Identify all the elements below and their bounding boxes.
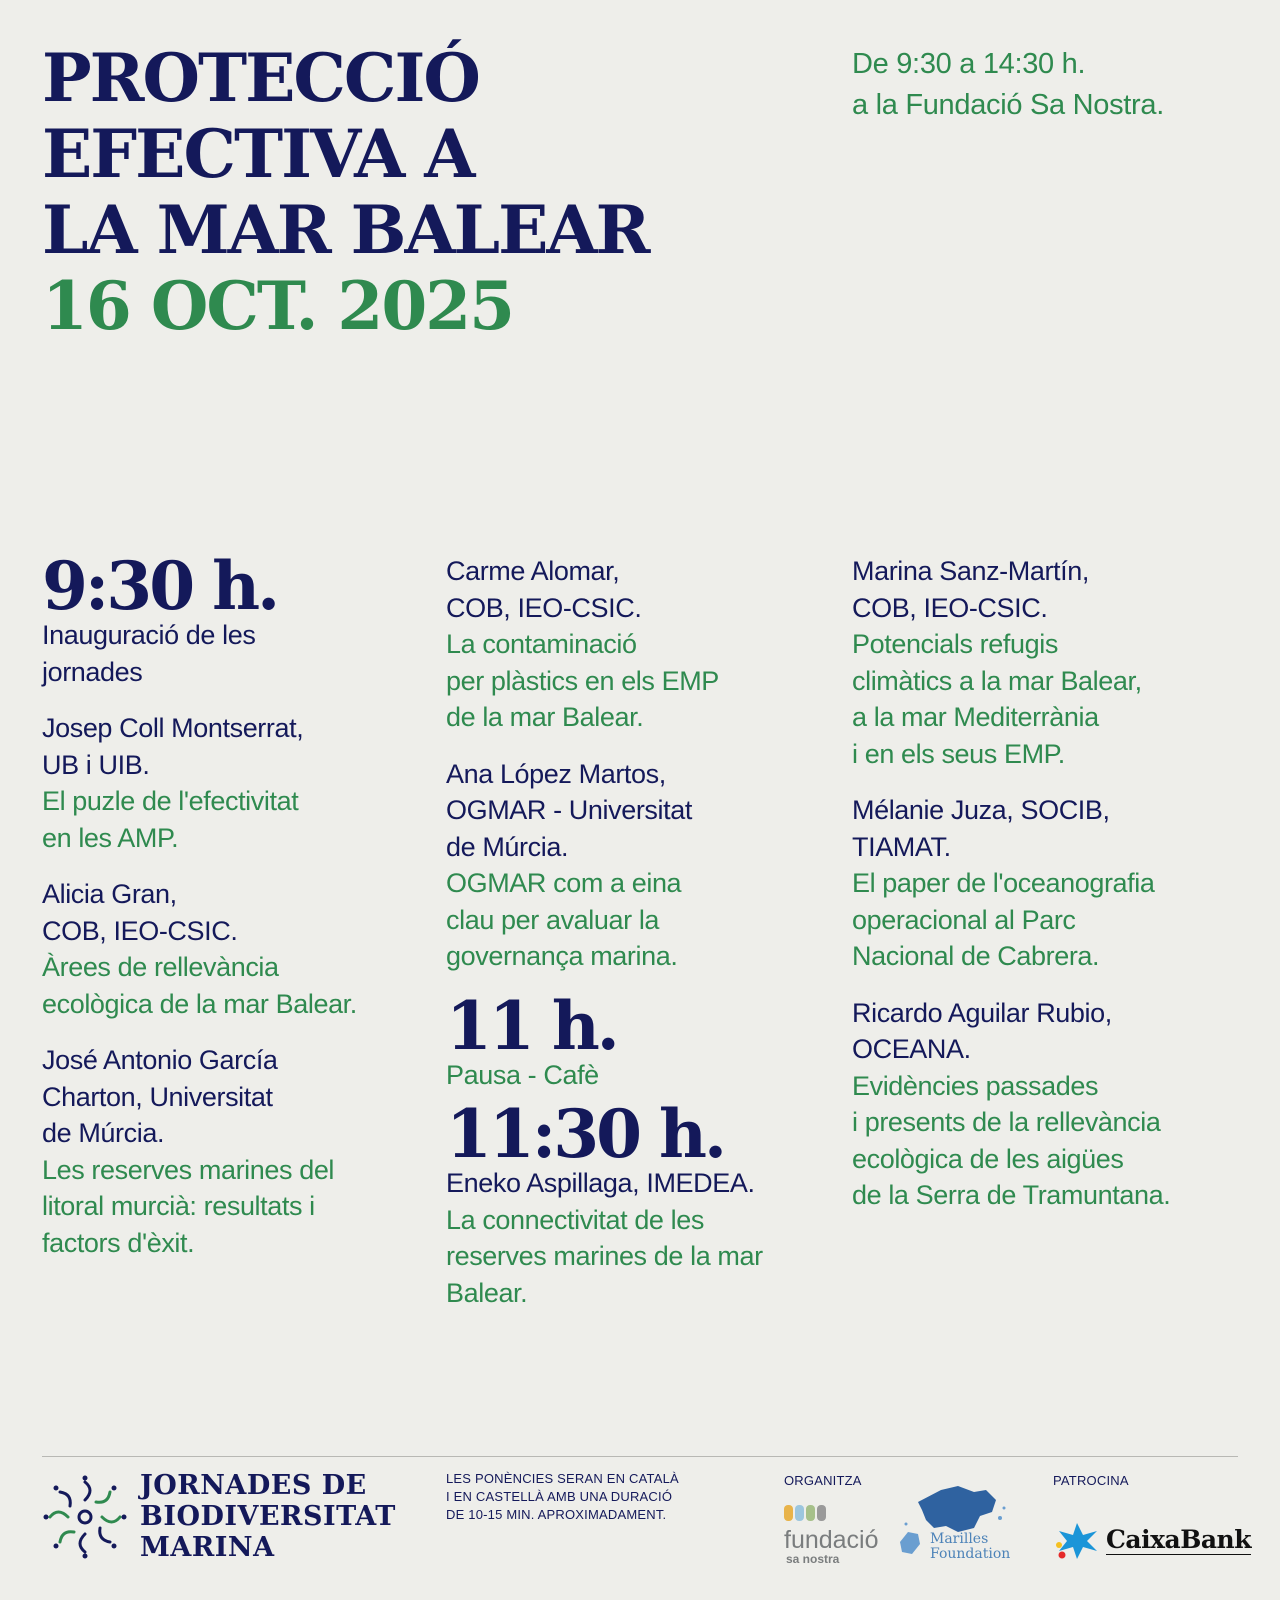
note-line: I EN CASTELLÀ AMB UNA DURACIÓ [446, 1489, 673, 1504]
opening-line: jornades [42, 656, 143, 687]
speaker-line: Alicia Gran, [42, 879, 177, 909]
venue-time: De 9:30 a 14:30 h. [852, 48, 1086, 80]
event-date: 16 OCT. 2025 [42, 267, 514, 345]
talk-item [852, 792, 1242, 975]
talk-item [852, 553, 1242, 772]
speaker-line: Mélanie Juza, SOCIB, [852, 795, 1110, 825]
break-time: 11 h. [446, 986, 617, 1065]
caixabank-wordmark: CaixaBank [1106, 1525, 1252, 1554]
marilles-logo [896, 1482, 1016, 1567]
talk-item [446, 1165, 836, 1311]
talk-title-line: litoral murcià: resultats i [42, 1191, 315, 1221]
talk-title-line: de la Serra de Tramuntana. [852, 1180, 1171, 1210]
talk-item [42, 710, 432, 856]
talk-title-line: i presents de la rellevància [852, 1107, 1161, 1137]
caixabank-star-icon [1053, 1521, 1101, 1561]
language-note [446, 1470, 679, 1524]
jornades-brand [140, 1470, 396, 1563]
caixabank-logo [1053, 1521, 1252, 1566]
speaker-line: de Múrcia. [446, 831, 569, 862]
fundacio-dots-icon [784, 1505, 879, 1526]
speaker-line: Josep Coll Montserrat, [42, 713, 304, 743]
talk-title-line: ecològica de la mar Balear. [42, 988, 357, 1019]
brand-line: BIODIVERSITAT [140, 1501, 396, 1532]
venue-place: a la Fundació Sa Nostra. [852, 89, 1164, 121]
organitza-label: ORGANITZA [784, 1473, 862, 1488]
session-time-2: 11:30 h. [446, 1095, 724, 1173]
talk-title-line: a la mar Mediterrània [852, 702, 1099, 732]
speaker-line: TIAMAT. [852, 831, 951, 862]
venue-info [852, 44, 1164, 126]
talk-title-line: Àrees de rellevància [42, 952, 279, 982]
marilles-wordmark [930, 1532, 1010, 1562]
speaker-line: OGMAR - Universitat [446, 795, 692, 825]
fundacio-subtitle: sa nostra [786, 1552, 840, 1566]
talk-title-line: ecològica de les aigües [852, 1143, 1124, 1174]
speaker-line: Charton, Universitat [42, 1081, 273, 1112]
talk-item [446, 756, 836, 975]
talk-title-line: de la mar Balear. [446, 702, 644, 732]
title-line: LA MAR BALEAR [42, 191, 649, 269]
talk-title-line: El paper de l'oceanografia [852, 868, 1155, 898]
opening-item [42, 617, 432, 690]
talk-title-line: climàtics a la mar Balear, [852, 665, 1142, 696]
talk-title-line: El puzle de l'efectivitat [42, 786, 299, 816]
title-line: EFECTIVA A [42, 115, 474, 193]
talk-title-line: Balear. [446, 1277, 528, 1308]
talk-title-line: Les reserves marines del [42, 1154, 335, 1185]
talk-title-line: La connectivitat de les [446, 1204, 704, 1235]
event-title [42, 40, 648, 344]
talk-item [446, 553, 836, 736]
speaker-line: COB, IEO-CSIC. [446, 592, 642, 623]
footer-divider [42, 1456, 1238, 1457]
speaker-line: Marina Sanz-Martín, [852, 556, 1089, 586]
break-label: Pausa - Cafè [446, 1059, 599, 1090]
speaker-line: OCEANA. [852, 1034, 971, 1064]
note-line: DE 10-15 MIN. APROXIMADAMENT. [446, 1507, 667, 1522]
program-column-3 [852, 553, 1242, 1234]
speaker-line: Eneko Aspillaga, IMEDEA. [446, 1168, 755, 1198]
speaker-line: José Antonio García [42, 1045, 278, 1075]
talk-title-line: governança marina. [446, 941, 678, 971]
brand-line: MARINA [140, 1532, 275, 1563]
fundacio-sa-nostra-logo [784, 1505, 879, 1566]
talk-title-line: en les AMP. [42, 822, 179, 853]
program-column-2 [446, 553, 836, 1331]
title-line: PROTECCIÓ [42, 39, 479, 117]
marilles-line: Foundation [930, 1546, 1011, 1562]
speaker-line: COB, IEO-CSIC. [42, 915, 238, 946]
speaker-line: Ana López Martos, [446, 758, 666, 789]
speaker-line: UB i UIB. [42, 749, 150, 780]
patrocina-label: PATROCINA [1053, 1473, 1129, 1488]
session-time: 9:30 h. [42, 547, 278, 625]
speaker-line: COB, IEO-CSIC. [852, 592, 1048, 623]
talk-title-line: per plàstics en els EMP [446, 665, 719, 696]
talk-title-line: i en els seus EMP. [852, 738, 1065, 769]
opening-line: Inauguració de les [42, 620, 256, 650]
brand-line: JORNADES DE [140, 1470, 367, 1501]
talk-title-line: factors d'èxit. [42, 1227, 195, 1258]
talk-title-line: OGMAR com a eina [446, 868, 682, 898]
talk-item [42, 1042, 432, 1261]
jornades-logo-icon [40, 1472, 130, 1567]
speaker-line: de Múrcia. [42, 1118, 165, 1148]
talk-item [42, 876, 432, 1022]
talk-item [852, 995, 1242, 1214]
program-column-1 [42, 547, 432, 1281]
note-line: LES PONÈNCIES SERAN EN CATALÀ [446, 1471, 679, 1486]
talk-title-line: clau per avaluar la [446, 904, 660, 935]
talk-title-line: La contaminació [446, 629, 637, 659]
marilles-line: Marilles [930, 1531, 989, 1547]
talk-title-line: Potencials refugis [852, 629, 1058, 659]
talk-title-line: Nacional de Cabrera. [852, 941, 1100, 971]
speaker-line: Ricardo Aguilar Rubio, [852, 997, 1112, 1028]
talk-title-line: operacional al Parc [852, 904, 1076, 935]
talk-title-line: reserves marines de la mar [446, 1241, 763, 1271]
speaker-line: Carme Alomar, [446, 556, 620, 586]
fundacio-word: fundació [784, 1526, 879, 1554]
talk-title-line: Evidències passades [852, 1070, 1099, 1101]
